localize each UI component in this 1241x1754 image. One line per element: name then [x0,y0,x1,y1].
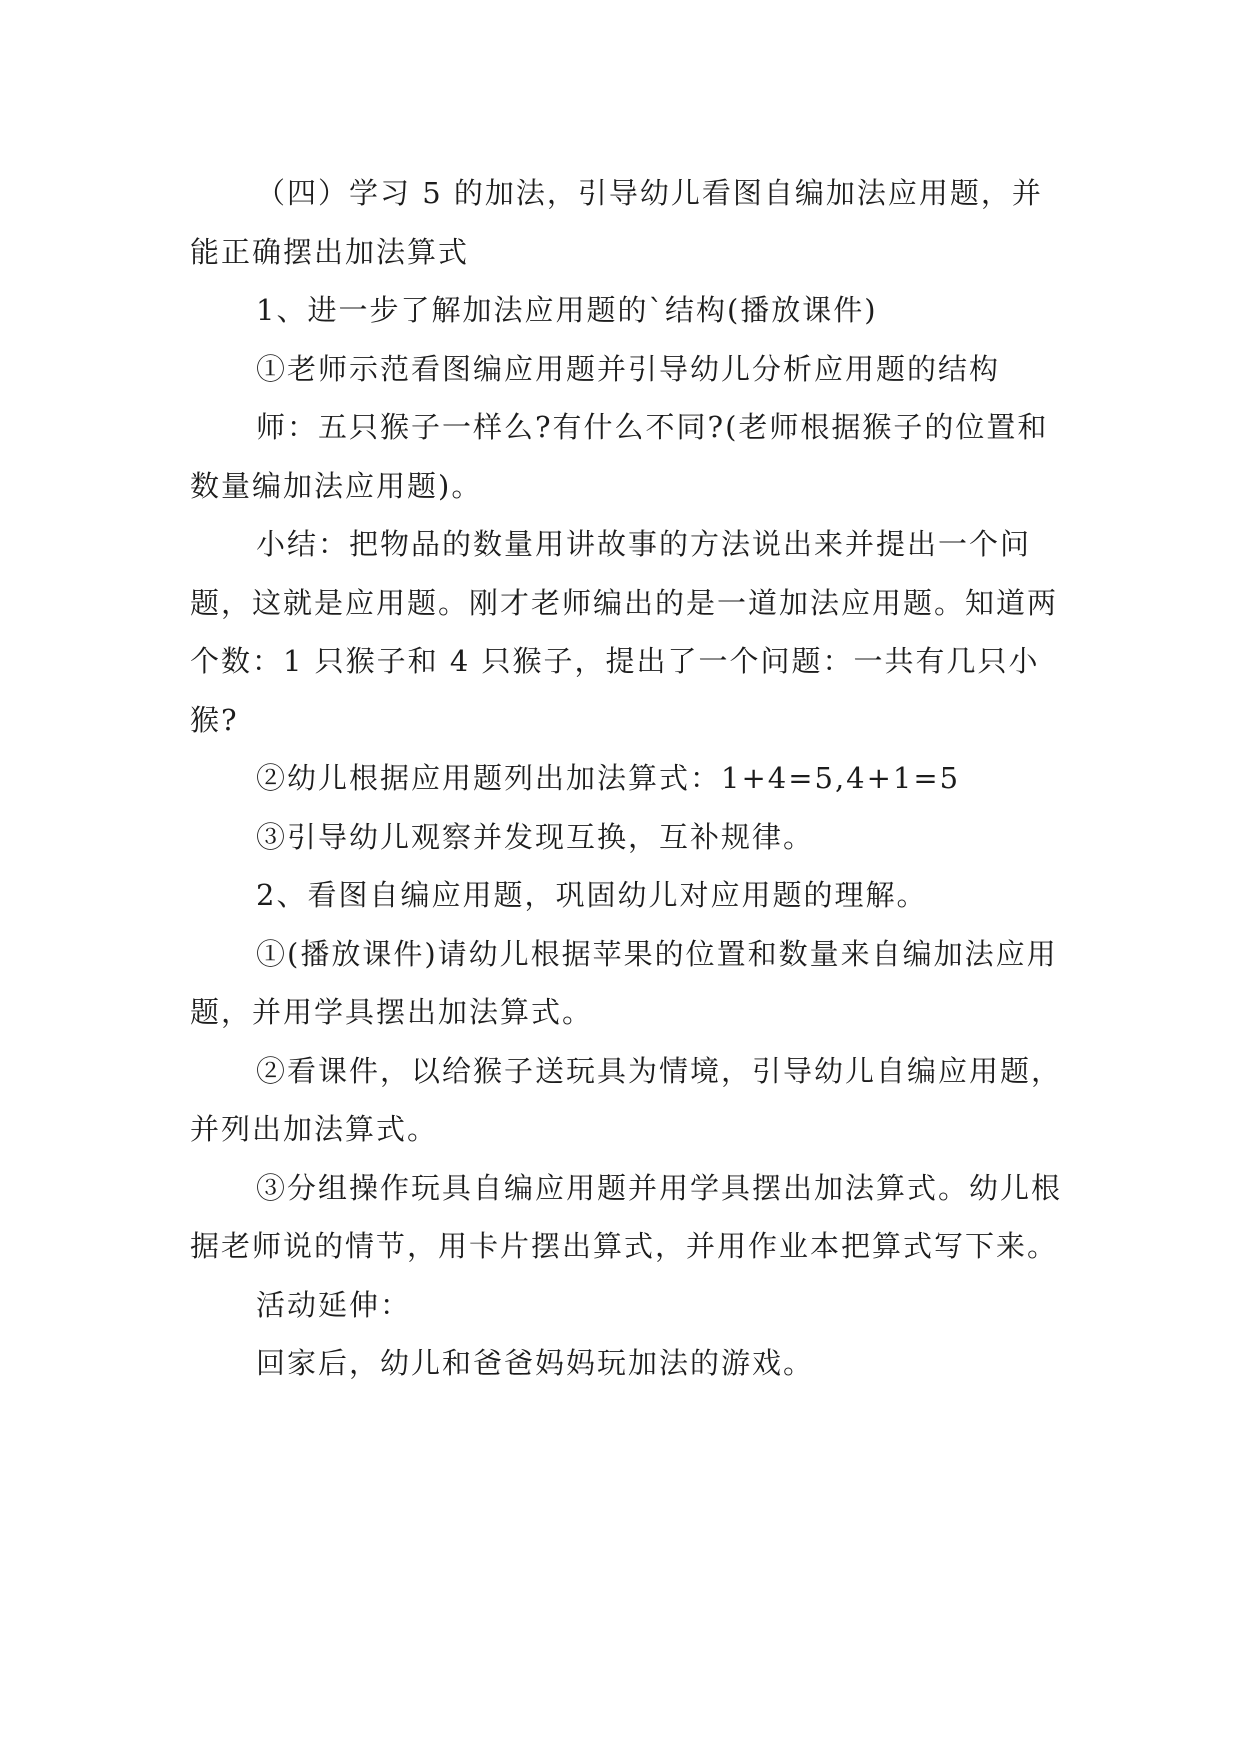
paragraph-apples: ①(播放课件)请幼儿根据苹果的位置和数量来自编加法应用题，并用学具摆出加法算式。 [190,936,1058,1029]
document-body [190,164,1070,1393]
paragraph-observe-rule: ③引导幼儿观察并发现互换，互补规律。 [256,819,815,854]
paragraph-toys-context: ②看课件，以给猴子送玩具为情境，引导幼儿自编应用题，并列出加法算式。 [190,1053,1063,1146]
paragraph-section-four-heading: （四）学习 5 的加法，引导幼儿看图自编加法应用题，并能正确摆出加法算式 [190,176,1043,269]
paragraph-summary: 小结：把物品的数量用讲故事的方法说出来并提出一个问题，这就是应用题。刚才老师编出的是一道加法应用题。知道两个数：1 只猴子和 4 只猴子，提出了一个问题：一共有几只小猴? [190,527,1059,737]
paragraph-teacher-demo: ①老师示范看图编应用题并引导幼儿分析应用题的结构 [256,351,1001,386]
paragraph-extension-heading: 活动延伸： [256,1287,412,1322]
paragraph-group-operation: ③分组操作玩具自编应用题并用学具摆出加法算式。幼儿根据老师说的情节，用卡片摆出算式，并用作业本把算式写下来。 [190,1170,1063,1263]
paragraph-teacher-question: 师：五只猴子一样么?有什么不同?(老师根据猴子的位置和数量编加法应用题)。 [190,410,1049,503]
paragraph-home-game: 回家后，幼儿和爸爸妈妈玩加法的游戏。 [256,1346,815,1380]
paragraph-step-one: 1、进一步了解加法应用题的`结构(播放课件) [256,293,878,327]
paragraph-step-two: 2、看图自编应用题，巩固幼儿对应用题的理解。 [256,878,928,912]
paragraph-equation: ②幼儿根据应用题列出加法算式：1+4=5,4+1=5 [256,761,961,795]
